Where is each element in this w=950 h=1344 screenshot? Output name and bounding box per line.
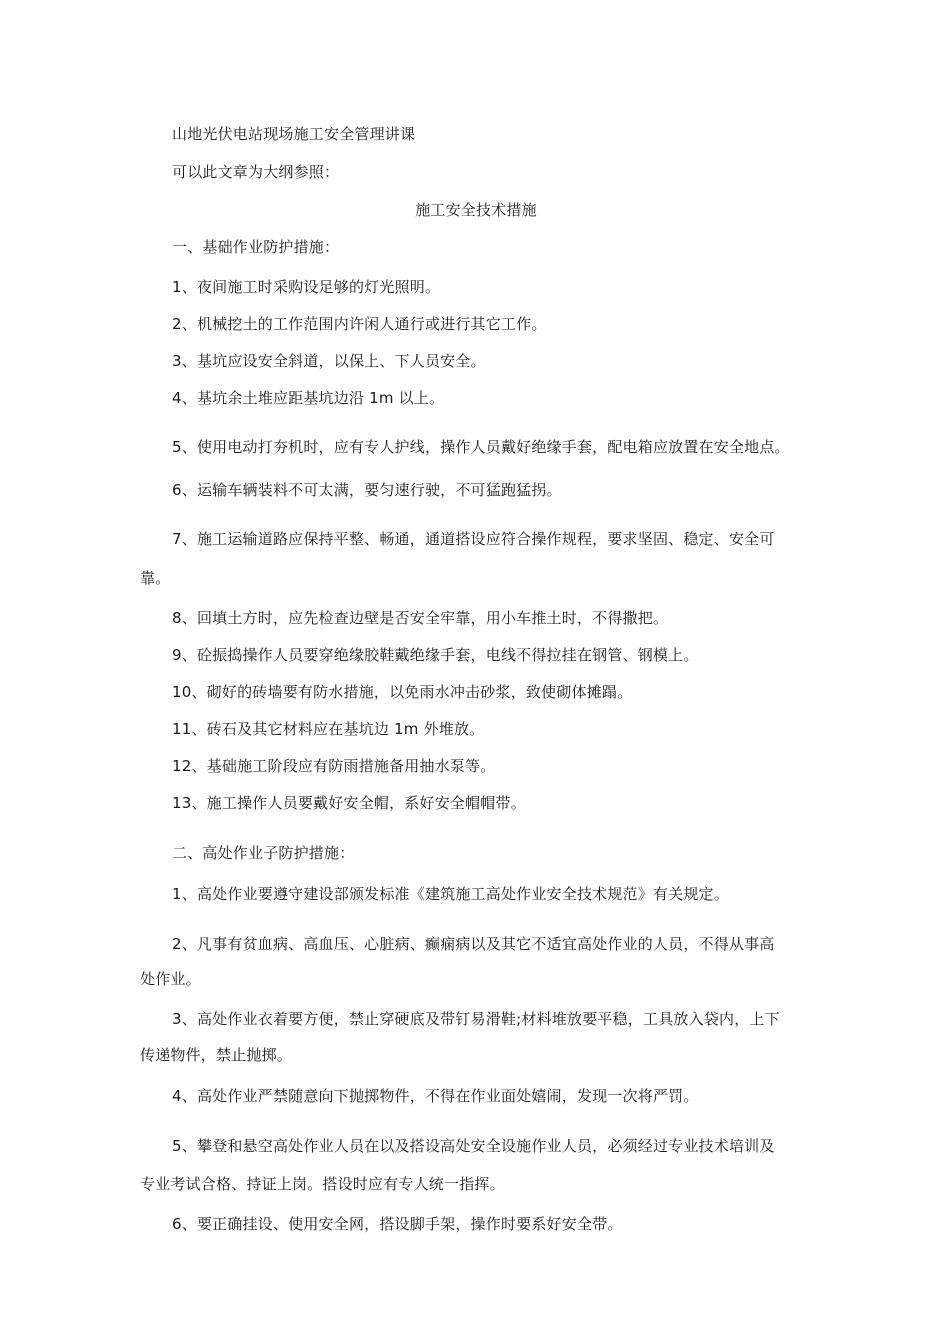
paragraph: 2、凡事有贫血病、高血压、心脏病、癫痫病以及其它不适宜高处作业的人员，不得从事高 <box>172 935 775 953</box>
paragraph: 13、施工操作人员要戴好安全帽，系好安全帽帽带。 <box>172 794 526 812</box>
section-heading-1: 一、基础作业防护措施： <box>172 238 340 256</box>
paragraph: 6、要正确挂设、使用安全网，搭设脚手架，操作时要系好安全带。 <box>172 1215 623 1233</box>
paragraph: 5、使用电动打夯机时，应有专人护线，操作人员戴好绝缘手套，配电箱应放置在安全地点。 <box>172 438 790 456</box>
paragraph: 8、回填土方时，应先检查边壁是否安全牢靠，用小车推土时，不得撒把。 <box>172 609 669 627</box>
main-title: 施工安全技术措施 <box>415 201 537 219</box>
intro-text: 可以此文章为大纲参照： <box>172 163 340 181</box>
paragraph-continuation: 处作业。 <box>140 970 201 988</box>
paragraph-continuation: 靠。 <box>140 569 171 587</box>
paragraph: 4、高处作业严禁随意向下抛掷物件，不得在作业面处嬉闹，发现一次将严罚。 <box>172 1087 699 1105</box>
paragraph-continuation: 传递物件，禁止抛掷。 <box>140 1046 293 1064</box>
paragraph: 3、基坑应设安全斜道，以保上、下人员安全。 <box>172 352 486 370</box>
paragraph: 9、砼振捣操作人员要穿绝缘胶鞋戴绝缘手套，电线不得拉挂在钢管、钢模上。 <box>172 646 699 664</box>
section-heading-2: 二、高处作业子防护措施： <box>172 844 355 862</box>
paragraph: 3、高处作业衣着要方便，禁止穿硬底及带钉易滑鞋;材料堆放要平稳，工具放入袋内，上下 <box>172 1010 780 1028</box>
paragraph: 6、运输车辆装料不可太满，要匀速行驶，不可猛跑猛拐。 <box>172 481 562 499</box>
course-title: 山地光伏电站现场施工安全管理讲课 <box>172 125 416 143</box>
paragraph-continuation: 专业考试合格、持证上岗。搭设时应有专人统一指挥。 <box>140 1175 505 1193</box>
paragraph: 1、夜间施工时采购设足够的灯光照明。 <box>172 278 441 296</box>
paragraph: 4、基坑余土堆应距基坑边沿 1m 以上。 <box>172 389 445 407</box>
paragraph: 2、机械挖土的工作范围内许闲人通行或进行其它工作。 <box>172 315 547 333</box>
paragraph: 11、砖石及其它材料应在基坑边 1m 外堆放。 <box>172 720 485 738</box>
paragraph: 5、攀登和悬空高处作业人员在以及搭设高处安全设施作业人员，必须经过专业技术培训及 <box>172 1137 775 1155</box>
paragraph: 12、基础施工阶段应有防雨措施备用抽水泵等。 <box>172 757 496 775</box>
paragraph: 10、砌好的砖墙要有防水措施，以免雨水冲击砂浆，致使砌体摊蹋。 <box>172 683 633 701</box>
paragraph: 7、施工运输道路应保持平整、畅通，通道搭设应符合操作规程，要求坚固、稳定、安全可 <box>172 530 775 548</box>
paragraph: 1、高处作业要遵守建设部颁发标准《建筑施工高处作业安全技术规范》有关规定。 <box>172 885 729 903</box>
